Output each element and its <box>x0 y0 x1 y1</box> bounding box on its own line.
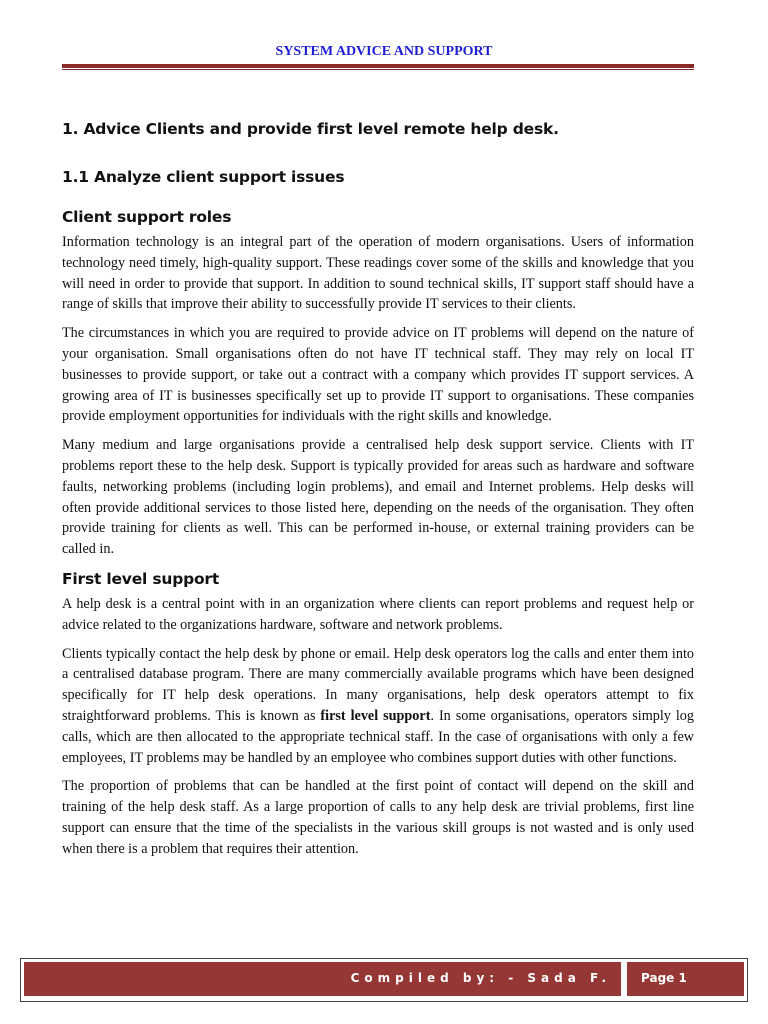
paragraph-text: . In some organisations, operators simply log calls, which are then allocated to the appropriate technical staff. In the case of organisations with only a few employees, IT problems may be handled by an employee who combines support duties with other functions. <box>62 707 694 766</box>
header-rule <box>62 64 694 68</box>
page-number: Page 1 <box>641 971 687 985</box>
paragraph: The circumstances in which you are required to provide advice on IT problems will depend on the nature of your organisation. Small organisations often do not have IT technical staff. They may rely on local IT businesses to provide support, or take out a contract with a company which provides IT support services. A growing area of IT is businesses specifically set up to provide IT support to organisations. These companies provide employment opportunities for individuals with the right skills and knowledge. <box>62 325 694 425</box>
document-body <box>62 118 694 868</box>
paragraph: A help desk is a central point with in an organization where clients can report problems and request help or advice related to the organizations hardware, software and network problems. <box>62 595 694 633</box>
footer-page-box <box>627 962 744 996</box>
page-footer <box>20 958 748 1002</box>
page-header-title: SYSTEM ADVICE AND SUPPORT <box>275 44 493 59</box>
footer-compiled-bar <box>24 962 621 996</box>
paragraph: Many medium and large organisations provide a centralised help desk support service. Clients with IT problems report these to the help desk. Support is typically provided for areas such as hardware and software faults, networking problems (including login problems), and email and Internet problems. Help desks will often provide additional services to those listed here, depending on the needs of the organisation. They often provide training for clients as well. This can be performed in-house, or external training providers can be called in. <box>62 437 694 558</box>
paragraph-with-bold <box>62 644 694 769</box>
paragraph-text: Clients typically contact the help desk by phone or email. Help desk operators log the calls and enter them into a centralised database program. There are many commercially available programs which have been designed specifically for IT help desk operations. In many organisations, help desk operators attempt to fix straightforward problems. This is known as <box>62 645 694 724</box>
section-title: 1. Advice Clients and provide first level remote help desk. <box>62 120 559 138</box>
header-rule-thin <box>62 69 694 70</box>
bold-term: first level support <box>320 707 431 724</box>
first-level-support-heading: First level support <box>62 569 220 588</box>
client-support-roles-heading: Client support roles <box>62 208 232 226</box>
paragraph: The proportion of problems that can be handled at the first point of contact will depend on the skill and training of the help desk staff. As a large proportion of calls to any help desk are trivial problems, first line support can ensure that the time of the specialists in the various skill groups is not wasted and is only used when there is a problem that requires their attention. <box>62 778 694 857</box>
paragraph: Information technology is an integral part of the operation of modern organisations. Users of information technology need timely, high-quality support. These readings cover some of the skills and knowledge that you will need in order to provide that support. In addition to sound technical skills, IT support staff should have a range of skills that improve their ability to successfully provide IT services to their clients. <box>62 234 694 313</box>
compiled-by-text: Compiled by: - Sada F. <box>350 971 611 985</box>
subsection-title: 1.1 Analyze client support issues <box>62 168 345 186</box>
